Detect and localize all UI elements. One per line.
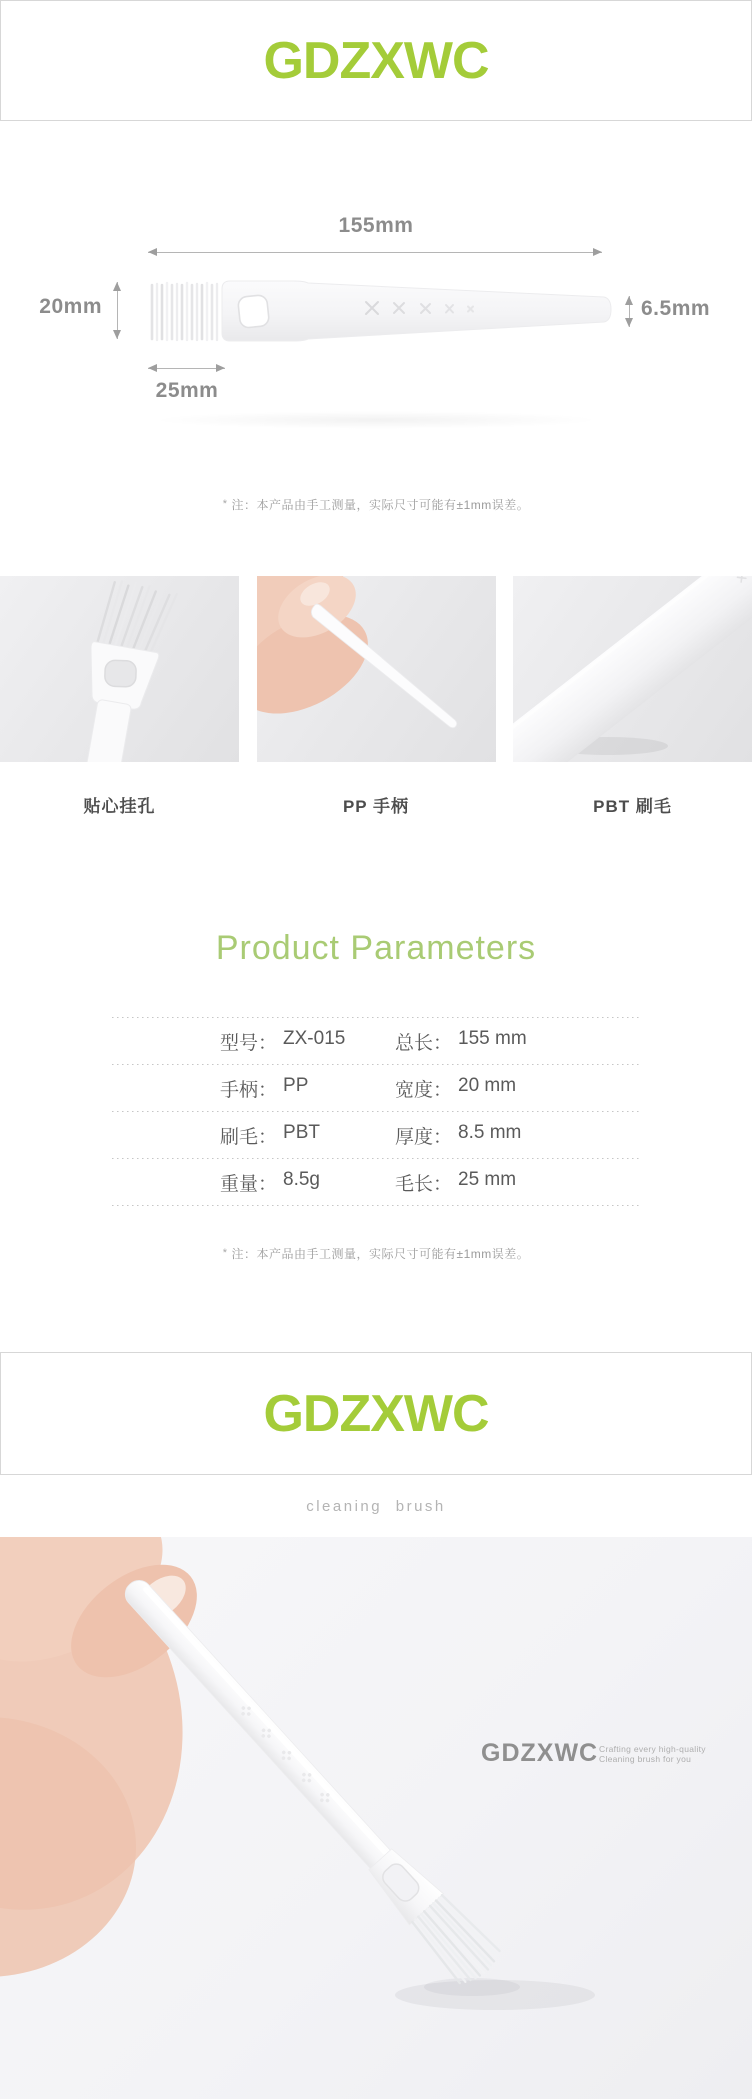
param-model xyxy=(112,1028,376,1055)
note-asterisk: * xyxy=(222,1247,228,1259)
dim-brush-height-label: 20mm xyxy=(39,295,102,318)
measure-note-text: 注：本产品由手工测量，实际尺寸可能有±1mm误差。 xyxy=(231,498,530,512)
param-row-4 xyxy=(112,1159,640,1205)
parameters-note xyxy=(0,1245,752,1262)
brush-illustration xyxy=(100,260,660,352)
feature-caption-pbt-bristle: PBT 刷毛 xyxy=(593,797,672,816)
feature-photos-row xyxy=(0,576,752,762)
param-width xyxy=(376,1075,640,1102)
param-label: 总长： xyxy=(395,1032,453,1054)
param-row-1 xyxy=(112,1018,640,1064)
param-label: 厚度： xyxy=(395,1126,453,1148)
param-label: 刷毛： xyxy=(220,1126,278,1148)
feature-caption-pp-handle: PP 手柄 xyxy=(342,797,410,816)
hero-tagline xyxy=(599,1744,706,1764)
parameters-note-text: 注：本产品由手工测量，实际尺寸可能有±1mm误差。 xyxy=(231,1247,530,1261)
param-value: ZX-015 xyxy=(283,1027,346,1049)
feature-captions-row xyxy=(0,792,752,817)
dim-bristle-width-label: 25mm xyxy=(155,379,219,402)
param-label: 手柄： xyxy=(220,1079,278,1101)
measure-note xyxy=(0,496,752,513)
param-row-2 xyxy=(112,1065,640,1111)
dim-brush-height-arrow xyxy=(117,282,118,339)
table-divider xyxy=(112,1205,640,1206)
param-value: PBT xyxy=(283,1121,320,1143)
pp-handle-photo-art xyxy=(257,576,496,762)
brush-soft-shadow xyxy=(150,411,602,429)
parameters-table xyxy=(112,1017,640,1206)
param-bristle xyxy=(112,1122,376,1149)
note-asterisk: * xyxy=(222,498,228,510)
param-total-length xyxy=(376,1028,640,1055)
param-thickness xyxy=(376,1122,640,1149)
param-label: 重量： xyxy=(220,1173,278,1195)
hero-photo xyxy=(0,1537,752,2099)
hero-photo-art xyxy=(0,1537,752,2099)
feature-caption-hang-hole: 贴心挂孔 xyxy=(83,797,156,816)
param-row-3 xyxy=(112,1112,640,1158)
dim-tip-thickness-label: 6.5mm xyxy=(641,297,711,320)
hero-tagline-line2: Cleaning brush for you xyxy=(599,1754,692,1764)
hang-hole-photo-art xyxy=(0,576,239,762)
pbt-bristle-photo-art xyxy=(513,576,752,762)
param-value: PP xyxy=(283,1074,309,1096)
param-value: 25 mm xyxy=(458,1168,517,1190)
brand-subtitle: cleaning brush xyxy=(306,1498,446,1515)
param-label: 宽度： xyxy=(395,1079,453,1101)
param-bristle-length xyxy=(376,1169,640,1196)
param-value: 8.5g xyxy=(283,1168,320,1190)
size-diagram xyxy=(0,121,752,576)
feature-photo-pp-handle xyxy=(257,576,496,762)
param-value: 155 mm xyxy=(458,1027,527,1049)
dim-total-length-label: 155mm xyxy=(338,214,414,237)
parameters-title: Product Parameters xyxy=(215,929,537,967)
param-weight xyxy=(112,1169,376,1196)
feature-photo-pbt-bristle xyxy=(513,576,752,762)
param-label: 毛长： xyxy=(395,1173,453,1195)
param-value: 20 mm xyxy=(458,1074,517,1096)
brand-logo-text: GDZXWC xyxy=(263,31,489,90)
param-label: 型号： xyxy=(220,1032,278,1054)
brand-box xyxy=(0,1352,752,1475)
hero-tagline-line1: Crafting every high-quality xyxy=(599,1744,706,1754)
dim-total-length-arrow xyxy=(148,252,602,253)
param-handle xyxy=(112,1075,376,1102)
hero-watermark: GDZXWC xyxy=(481,1739,599,1767)
header-box xyxy=(0,0,752,121)
dim-bristle-width-arrow xyxy=(148,368,225,369)
brand-logo-text: GDZXWC xyxy=(263,1384,489,1443)
feature-photo-hang-hole xyxy=(0,576,239,762)
dim-tip-thickness-arrow xyxy=(629,296,630,327)
param-value: 8.5 mm xyxy=(458,1121,522,1143)
